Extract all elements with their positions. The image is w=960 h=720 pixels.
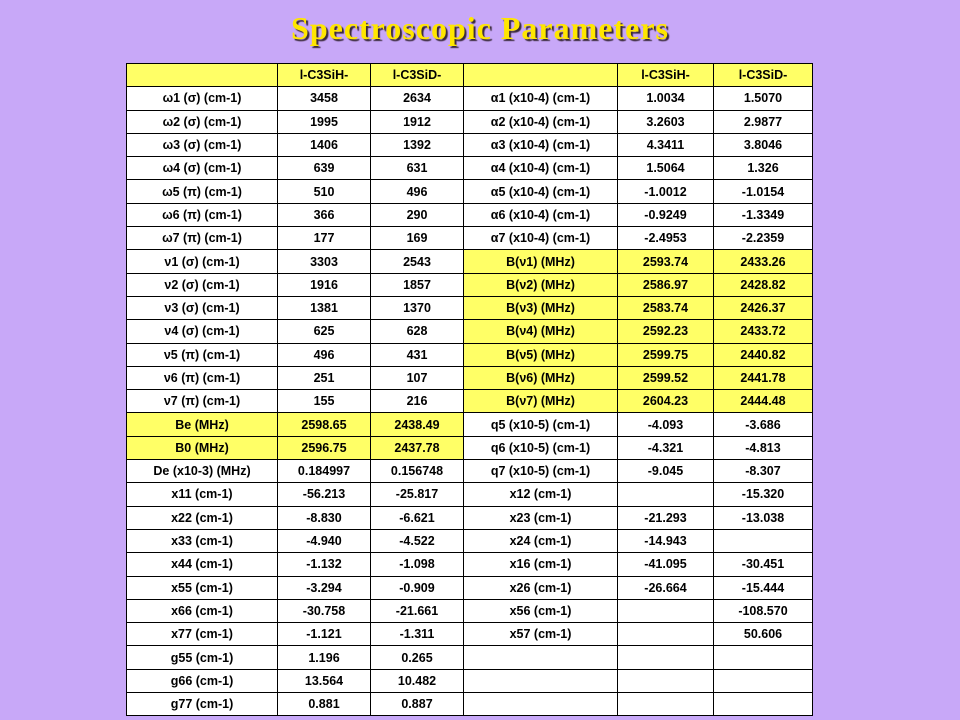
table-row: [127, 157, 813, 180]
table-cell: 251: [278, 366, 371, 389]
table-row: [127, 599, 813, 622]
table-cell: -8.307: [714, 460, 813, 483]
table-row: [127, 133, 813, 156]
table-cell: ω5 (π) (cm-1): [127, 180, 278, 203]
table-cell: 1995: [278, 110, 371, 133]
table-cell: ν3 (σ) (cm-1): [127, 296, 278, 319]
table-cell: 0.887: [371, 693, 464, 716]
table-row: [127, 250, 813, 273]
table-cell: [714, 646, 813, 669]
table-cell: α2 (x10-4) (cm-1): [464, 110, 618, 133]
table-cell: -21.661: [371, 599, 464, 622]
table-cell: -21.293: [618, 506, 714, 529]
table-row: [127, 110, 813, 133]
header-cell: l-C3SiD-: [371, 64, 464, 87]
table-cell: x26 (cm-1): [464, 576, 618, 599]
table-cell: -1.098: [371, 553, 464, 576]
table-cell: x55 (cm-1): [127, 576, 278, 599]
table-cell: 625: [278, 320, 371, 343]
table-cell: -13.038: [714, 506, 813, 529]
table-cell: -2.2359: [714, 227, 813, 250]
table-cell: [618, 693, 714, 716]
table-row: [127, 320, 813, 343]
table-cell: B(ν6) (MHz): [464, 366, 618, 389]
table-cell: 2426.37: [714, 296, 813, 319]
table-row: [127, 623, 813, 646]
table-cell: -4.321: [618, 436, 714, 459]
table-cell: [618, 669, 714, 692]
table-cell: g77 (cm-1): [127, 693, 278, 716]
table-cell: 3.8046: [714, 133, 813, 156]
table-cell: 1381: [278, 296, 371, 319]
table-cell: -1.311: [371, 623, 464, 646]
table-row: [127, 460, 813, 483]
table-cell: 366: [278, 203, 371, 226]
table-row: [127, 576, 813, 599]
table-cell: α6 (x10-4) (cm-1): [464, 203, 618, 226]
table-cell: 2604.23: [618, 390, 714, 413]
table-cell: 155: [278, 390, 371, 413]
table-cell: 1916: [278, 273, 371, 296]
table-cell: -1.0154: [714, 180, 813, 203]
table-cell: [618, 483, 714, 506]
header-cell: [127, 64, 278, 87]
table-cell: -8.830: [278, 506, 371, 529]
table-cell: -1.132: [278, 553, 371, 576]
table-cell: B(ν4) (MHz): [464, 320, 618, 343]
table-cell: 2593.74: [618, 250, 714, 273]
table-row: [127, 693, 813, 716]
table-cell: 290: [371, 203, 464, 226]
table-cell: x44 (cm-1): [127, 553, 278, 576]
table-cell: 2543: [371, 250, 464, 273]
table-cell: -0.9249: [618, 203, 714, 226]
table-cell: [464, 669, 618, 692]
table-row: [127, 87, 813, 110]
parameters-table: [126, 63, 813, 716]
table-cell: ν6 (π) (cm-1): [127, 366, 278, 389]
table-cell: 0.881: [278, 693, 371, 716]
table-cell: 3303: [278, 250, 371, 273]
table-cell: 1912: [371, 110, 464, 133]
table-cell: -1.121: [278, 623, 371, 646]
table-cell: [618, 599, 714, 622]
table-row: [127, 529, 813, 552]
table-cell: 2433.26: [714, 250, 813, 273]
table-cell: 1.0034: [618, 87, 714, 110]
table-cell: [714, 669, 813, 692]
table-cell: 1392: [371, 133, 464, 156]
table-cell: -4.940: [278, 529, 371, 552]
table-cell: 639: [278, 157, 371, 180]
table-cell: 2586.97: [618, 273, 714, 296]
table-cell: 2440.82: [714, 343, 813, 366]
table-cell: ν1 (σ) (cm-1): [127, 250, 278, 273]
table-cell: ω6 (π) (cm-1): [127, 203, 278, 226]
table-cell: -15.320: [714, 483, 813, 506]
table-cell: g55 (cm-1): [127, 646, 278, 669]
table-cell: B(ν1) (MHz): [464, 250, 618, 273]
header-cell: [464, 64, 618, 87]
table-cell: B(ν2) (MHz): [464, 273, 618, 296]
table-cell: 431: [371, 343, 464, 366]
table-cell: 2599.52: [618, 366, 714, 389]
table-cell: 2438.49: [371, 413, 464, 436]
table-cell: 496: [278, 343, 371, 366]
table-cell: x12 (cm-1): [464, 483, 618, 506]
table-cell: ν7 (π) (cm-1): [127, 390, 278, 413]
table-cell: ν5 (π) (cm-1): [127, 343, 278, 366]
table-cell: 50.606: [714, 623, 813, 646]
table-cell: 2592.23: [618, 320, 714, 343]
table-cell: q5 (x10-5) (cm-1): [464, 413, 618, 436]
table-cell: x56 (cm-1): [464, 599, 618, 622]
table-cell: -9.045: [618, 460, 714, 483]
table-cell: x77 (cm-1): [127, 623, 278, 646]
table-cell: 1.5064: [618, 157, 714, 180]
table-cell: [464, 646, 618, 669]
table-cell: ω1 (σ) (cm-1): [127, 87, 278, 110]
table-cell: 107: [371, 366, 464, 389]
table-cell: 2437.78: [371, 436, 464, 459]
table-cell: 0.265: [371, 646, 464, 669]
table-cell: x33 (cm-1): [127, 529, 278, 552]
table-row: [127, 273, 813, 296]
table-cell: [714, 693, 813, 716]
table-cell: α7 (x10-4) (cm-1): [464, 227, 618, 250]
header-cell: l-C3SiH-: [278, 64, 371, 87]
header-row: [127, 64, 813, 87]
table-row: [127, 390, 813, 413]
table-cell: 1.326: [714, 157, 813, 180]
table-cell: α1 (x10-4) (cm-1): [464, 87, 618, 110]
table-cell: 2428.82: [714, 273, 813, 296]
table-row: [127, 646, 813, 669]
table-cell: x22 (cm-1): [127, 506, 278, 529]
table-cell: 13.564: [278, 669, 371, 692]
table-cell: 628: [371, 320, 464, 343]
table-cell: ν4 (σ) (cm-1): [127, 320, 278, 343]
table-row: [127, 227, 813, 250]
table-cell: 2.9877: [714, 110, 813, 133]
table-cell: 0.184997: [278, 460, 371, 483]
table-cell: x11 (cm-1): [127, 483, 278, 506]
table-row: [127, 413, 813, 436]
table-cell: ω7 (π) (cm-1): [127, 227, 278, 250]
table-cell: -15.444: [714, 576, 813, 599]
table-cell: B(ν5) (MHz): [464, 343, 618, 366]
table-cell: 3.2603: [618, 110, 714, 133]
table-cell: -30.451: [714, 553, 813, 576]
header-cell: l-C3SiH-: [618, 64, 714, 87]
table-cell: 1.196: [278, 646, 371, 669]
table-cell: 2596.75: [278, 436, 371, 459]
table-cell: 496: [371, 180, 464, 203]
table-cell: q7 (x10-5) (cm-1): [464, 460, 618, 483]
table-cell: B(ν7) (MHz): [464, 390, 618, 413]
table-row: [127, 669, 813, 692]
table-cell: -14.943: [618, 529, 714, 552]
table-cell: g66 (cm-1): [127, 669, 278, 692]
table-cell: 2444.48: [714, 390, 813, 413]
table-cell: α5 (x10-4) (cm-1): [464, 180, 618, 203]
table-cell: 2599.75: [618, 343, 714, 366]
table-row: [127, 506, 813, 529]
table-cell: α4 (x10-4) (cm-1): [464, 157, 618, 180]
table-cell: α3 (x10-4) (cm-1): [464, 133, 618, 156]
table-cell: -4.093: [618, 413, 714, 436]
table-cell: De (x10-3) (MHz): [127, 460, 278, 483]
table-cell: -108.570: [714, 599, 813, 622]
table-cell: [618, 623, 714, 646]
table-cell: 4.3411: [618, 133, 714, 156]
table-row: [127, 343, 813, 366]
table-cell: -3.294: [278, 576, 371, 599]
table-cell: 3458: [278, 87, 371, 110]
table-cell: 169: [371, 227, 464, 250]
table-cell: [464, 693, 618, 716]
table-row: [127, 203, 813, 226]
table-cell: B0 (MHz): [127, 436, 278, 459]
table-row: [127, 483, 813, 506]
table-cell: 177: [278, 227, 371, 250]
table-cell: -6.621: [371, 506, 464, 529]
table-cell: -2.4953: [618, 227, 714, 250]
table-cell: x66 (cm-1): [127, 599, 278, 622]
table-cell: [714, 529, 813, 552]
table-row: [127, 366, 813, 389]
table-cell: ν2 (σ) (cm-1): [127, 273, 278, 296]
table-cell: -26.664: [618, 576, 714, 599]
table-cell: 1857: [371, 273, 464, 296]
table-cell: 2634: [371, 87, 464, 110]
table-cell: 216: [371, 390, 464, 413]
table-cell: q6 (x10-5) (cm-1): [464, 436, 618, 459]
table-row: [127, 180, 813, 203]
table-cell: 510: [278, 180, 371, 203]
table-cell: [618, 646, 714, 669]
table-cell: 2433.72: [714, 320, 813, 343]
table-cell: -56.213: [278, 483, 371, 506]
table-cell: 1.5070: [714, 87, 813, 110]
table-cell: -4.813: [714, 436, 813, 459]
table-row: [127, 553, 813, 576]
table-cell: 1406: [278, 133, 371, 156]
table-cell: -41.095: [618, 553, 714, 576]
table-cell: -30.758: [278, 599, 371, 622]
table-cell: -1.3349: [714, 203, 813, 226]
table-cell: 1370: [371, 296, 464, 319]
table-cell: -0.909: [371, 576, 464, 599]
page-title: Spectroscopic Parameters: [291, 10, 669, 46]
table-cell: x24 (cm-1): [464, 529, 618, 552]
table-cell: 10.482: [371, 669, 464, 692]
table-cell: ω2 (σ) (cm-1): [127, 110, 278, 133]
table-cell: 2441.78: [714, 366, 813, 389]
table-cell: x23 (cm-1): [464, 506, 618, 529]
table-cell: -3.686: [714, 413, 813, 436]
table-cell: x16 (cm-1): [464, 553, 618, 576]
table-cell: -25.817: [371, 483, 464, 506]
table-cell: Be (MHz): [127, 413, 278, 436]
table-cell: 2598.65: [278, 413, 371, 436]
table-cell: 0.156748: [371, 460, 464, 483]
table-row: [127, 296, 813, 319]
table-cell: x57 (cm-1): [464, 623, 618, 646]
table-cell: -4.522: [371, 529, 464, 552]
table-cell: ω3 (σ) (cm-1): [127, 133, 278, 156]
table-cell: B(ν3) (MHz): [464, 296, 618, 319]
table-cell: 2583.74: [618, 296, 714, 319]
table-row: [127, 436, 813, 459]
table-cell: ω4 (σ) (cm-1): [127, 157, 278, 180]
table-cell: -1.0012: [618, 180, 714, 203]
header-cell: l-C3SiD-: [714, 64, 813, 87]
table-cell: 631: [371, 157, 464, 180]
